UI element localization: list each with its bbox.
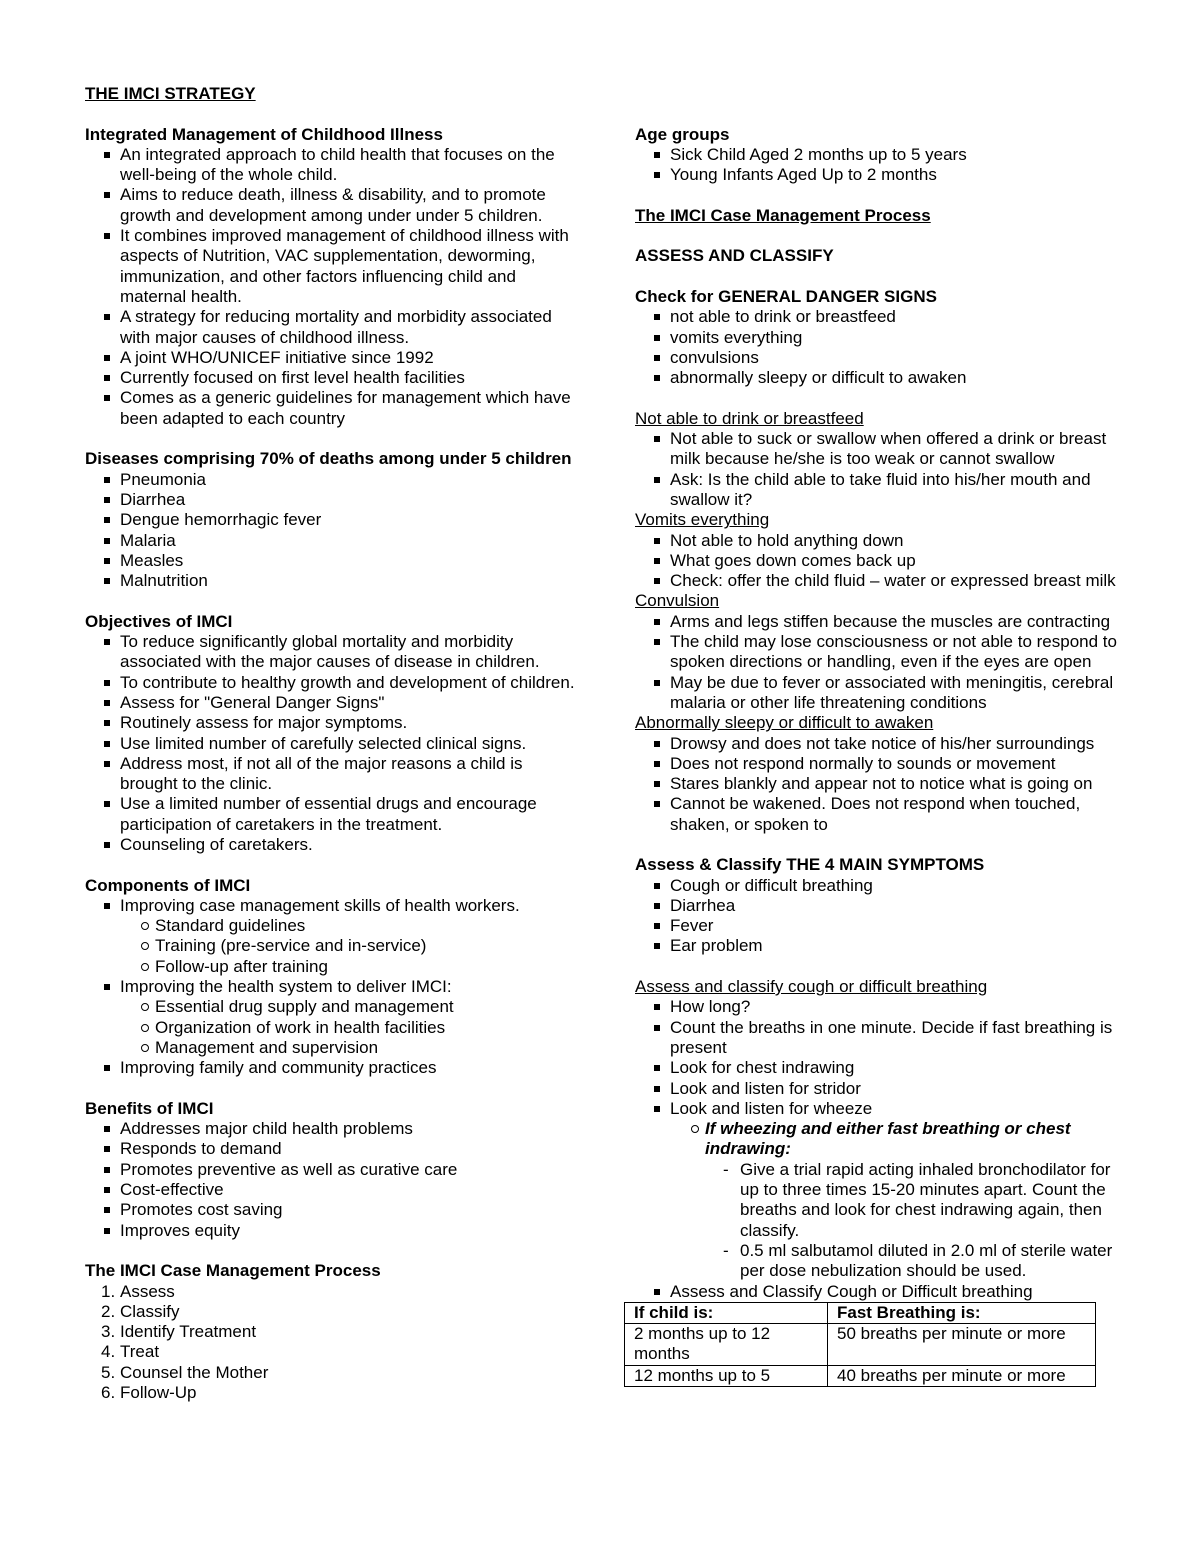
list-item: Arms and legs stiffen because the muscles are contracting (635, 612, 1125, 632)
list-item: convulsions (635, 348, 1125, 368)
sub-list-item: Training (pre-service and in-service) (85, 936, 575, 956)
list-item: Count the breaths in one minute. Decide if fast breathing is present (635, 1018, 1125, 1059)
benefits-list (85, 1119, 575, 1241)
spacer (85, 1079, 575, 1099)
list-item: Improves equity (85, 1221, 575, 1241)
list-item: Use limited number of carefully selected clinical signs. (85, 734, 575, 754)
list-item: An integrated approach to child health that focuses on the well-being of the whole child. (85, 145, 575, 186)
table-cell: 50 breaths per minute or more (828, 1324, 1096, 1366)
list-item: A joint WHO/UNICEF initiative since 1992 (85, 348, 575, 368)
list-item: Drowsy and does not take notice of his/her surroundings (635, 734, 1125, 754)
cough-heading: Assess and classify cough or difficult breathing (635, 977, 988, 997)
components-sublist (85, 916, 575, 977)
list-item: To reduce significantly global mortality and morbidity associated with the major causes of disease in children. (85, 632, 575, 673)
sub-list-item: Follow-up after training (85, 957, 575, 977)
left-column (85, 84, 575, 1403)
list-item: Check: offer the child fluid – water or expressed breast milk (635, 571, 1125, 591)
document-title: THE IMCI STRATEGY (85, 84, 256, 103)
cough-list-last (635, 1282, 1125, 1302)
sleepy-list (635, 734, 1125, 835)
step-label: Classify (120, 1301, 180, 1321)
objectives-heading: Objectives of IMCI (85, 611, 233, 631)
dash-item: - Give a trial rapid acting inhaled bronchodilator for up to three times 15-20 minutes apart. Count the breaths and look for chest indrawing again, then classify. (635, 1160, 1125, 1241)
step-number: 2. (101, 1301, 116, 1321)
not-able-heading: Not able to drink or breastfeed (635, 408, 864, 428)
list-item: It combines improved management of childhood illness with aspects of Nutrition, VAC supplementation, deworming, immunization, and other factors influencing child and maternal health. (85, 226, 575, 307)
wheeze-sublist (635, 1119, 1125, 1160)
list-item: Use a limited number of essential drugs and encourage participation of caretakers in the treatment. (85, 794, 575, 835)
right-column (635, 84, 1125, 1387)
sub-list-item: Organization of work in health facilities (85, 1018, 575, 1038)
list-item: Improving the health system to deliver IMCI: (85, 977, 575, 997)
convulsion-heading: Convulsion (635, 591, 720, 611)
spacer (635, 84, 1125, 104)
step-number: 5. (101, 1362, 116, 1382)
fast-breathing-table (624, 1302, 1096, 1387)
benefits-heading: Benefits of IMCI (85, 1098, 214, 1118)
list-item: Stares blankly and appear not to notice what is going on (635, 774, 1125, 794)
process-steps (85, 1282, 575, 1404)
spacer (85, 1241, 575, 1261)
table-header-cell: If child is: (625, 1302, 828, 1323)
list-item: Addresses major child health problems (85, 1119, 575, 1139)
list-item: Young Infants Aged Up to 2 months (635, 165, 1125, 185)
wheeze-dash-list (635, 1160, 1125, 1282)
list-item: Cough or difficult breathing (635, 876, 1125, 896)
main-symptoms-list (635, 876, 1125, 957)
list-item: Routinely assess for major symptoms. (85, 713, 575, 733)
list-item: The child may lose consciousness or not able to respond to spoken directions or handling, even if the eyes are open (635, 632, 1125, 673)
step-item (85, 1363, 575, 1383)
list-item: Diarrhea (85, 490, 575, 510)
spacer (85, 429, 575, 449)
case-management-heading: The IMCI Case Management Process (635, 205, 931, 225)
cough-list (635, 997, 1125, 1119)
diseases-list (85, 470, 575, 592)
list-item: Address most, if not all of the major reasons a child is brought to the clinic. (85, 754, 575, 795)
step-number: 1. (101, 1281, 116, 1301)
list-item: Malaria (85, 531, 575, 551)
table-header-row (625, 1302, 1096, 1323)
list-item: A strategy for reducing mortality and morbidity associated with major causes of childhood illness. (85, 307, 575, 348)
list-item: Cost-effective (85, 1180, 575, 1200)
main-symptoms-heading: Assess & Classify THE 4 MAIN SYMPTOMS (635, 855, 985, 875)
not-able-list (635, 429, 1125, 510)
list-item: Responds to demand (85, 1139, 575, 1159)
list-item: May be due to fever or associated with meningitis, cerebral malaria or other life threatening conditions (635, 673, 1125, 714)
step-item (85, 1302, 575, 1322)
step-item (85, 1282, 575, 1302)
list-item: Look for chest indrawing (635, 1058, 1125, 1078)
spacer (635, 104, 1125, 124)
danger-signs-list (635, 307, 1125, 388)
list-item: Measles (85, 551, 575, 571)
spacer (85, 855, 575, 875)
spacer (635, 267, 1125, 287)
list-item: Assess for "General Danger Signs" (85, 693, 575, 713)
age-groups-heading: Age groups (635, 124, 730, 144)
objectives-list (85, 632, 575, 855)
list-item: Cannot be wakened. Does not respond when touched, shaken, or spoken to (635, 794, 1125, 835)
sleepy-heading: Abnormally sleepy or difficult to awaken (635, 713, 934, 733)
table-header-cell: Fast Breathing is: (828, 1302, 1096, 1323)
table-cell: 40 breaths per minute or more (828, 1365, 1096, 1386)
step-label: Assess (120, 1281, 175, 1301)
list-item: Improving case management skills of health workers. (85, 896, 575, 916)
list-item: vomits everything (635, 328, 1125, 348)
spacer (635, 388, 1125, 408)
list-item: Not able to suck or swallow when offered a drink or breast milk because he/she is too weak or cannot swallow (635, 429, 1125, 470)
table-cell: 2 months up to 12 months (625, 1324, 828, 1366)
step-item (85, 1342, 575, 1362)
sub-list-item: Standard guidelines (85, 916, 575, 936)
convulsion-list (635, 612, 1125, 713)
dash-item: - 0.5 ml salbutamol diluted in 2.0 ml of sterile water per dose nebulization should be used. (635, 1241, 1125, 1282)
list-item: Aims to reduce death, illness & disability, and to promote growth and development among under under 5 children. (85, 185, 575, 226)
age-groups-list (635, 145, 1125, 186)
wheeze-note: If wheezing and either fast breathing or chest indrawing: (635, 1119, 1125, 1160)
spacer (635, 226, 1125, 246)
step-number: 3. (101, 1322, 116, 1342)
step-item (85, 1383, 575, 1403)
list-item: Counseling of caretakers. (85, 835, 575, 855)
list-item: abnormally sleepy or difficult to awaken (635, 368, 1125, 388)
components-list (85, 896, 575, 916)
components-list (85, 977, 575, 997)
step-number: 6. (101, 1383, 116, 1402)
assess-classify-heading: ASSESS AND CLASSIFY (635, 246, 834, 266)
list-item: To contribute to healthy growth and development of children. (85, 673, 575, 693)
list-item: Promotes cost saving (85, 1200, 575, 1220)
table-row (625, 1324, 1096, 1366)
components-sublist (85, 997, 575, 1058)
list-item: Pneumonia (85, 470, 575, 490)
list-item: What goes down comes back up (635, 551, 1125, 571)
spacer (635, 957, 1125, 977)
list-item: Not able to hold anything down (635, 531, 1125, 551)
list-item: Look and listen for stridor (635, 1079, 1125, 1099)
spacer (635, 185, 1125, 205)
sub-list-item: Management and supervision (85, 1038, 575, 1058)
list-item: Ask: Is the child able to take fluid into his/her mouth and swallow it? (635, 470, 1125, 511)
table-cell: 12 months up to 5 (625, 1365, 828, 1386)
step-number: 4. (101, 1342, 116, 1362)
list-item: Currently focused on first level health facilities (85, 368, 575, 388)
step-label: Treat (120, 1342, 160, 1362)
list-item: Assess and Classify Cough or Difficult breathing (635, 1282, 1125, 1302)
sub-list-item: Essential drug supply and management (85, 997, 575, 1017)
spacer (85, 591, 575, 611)
table-row (625, 1365, 1096, 1386)
step-label: Counsel the Mother (120, 1362, 269, 1382)
list-item: Promotes preventive as well as curative care (85, 1160, 575, 1180)
process-heading: The IMCI Case Management Process (85, 1261, 381, 1281)
list-item: Sick Child Aged 2 months up to 5 years (635, 145, 1125, 165)
list-item: Comes as a generic guidelines for management which have been adapted to each country (85, 388, 575, 429)
spacer (635, 835, 1125, 855)
danger-signs-heading: Check for GENERAL DANGER SIGNS (635, 286, 937, 306)
vomits-heading: Vomits everything (635, 510, 770, 530)
list-item: Does not respond normally to sounds or movement (635, 754, 1125, 774)
step-label: Follow-Up (120, 1383, 197, 1402)
imci-list (85, 145, 575, 429)
step-label: Identify Treatment (120, 1322, 257, 1342)
vomits-list (635, 531, 1125, 592)
list-item: How long? (635, 997, 1125, 1017)
components-list (85, 1058, 575, 1078)
components-heading: Components of IMCI (85, 875, 251, 895)
list-item: Improving family and community practices (85, 1058, 575, 1078)
imci-heading: Integrated Management of Childhood Illness (85, 124, 443, 144)
list-item: Malnutrition (85, 571, 575, 591)
list-item: Dengue hemorrhagic fever (85, 510, 575, 530)
list-item: Look and listen for wheeze (635, 1099, 1125, 1119)
list-item: not able to drink or breastfeed (635, 307, 1125, 327)
step-item (85, 1322, 575, 1342)
list-item: Fever (635, 916, 1125, 936)
list-item: Diarrhea (635, 896, 1125, 916)
diseases-heading: Diseases comprising 70% of deaths among under 5 children (85, 449, 572, 469)
list-item: Ear problem (635, 936, 1125, 956)
